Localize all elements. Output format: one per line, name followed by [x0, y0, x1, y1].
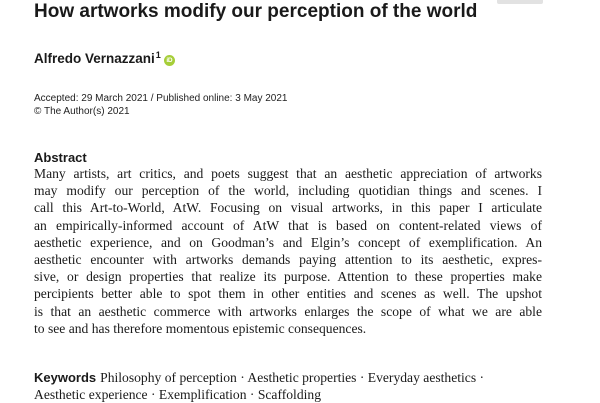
publication-dates: [34, 92, 574, 118]
author-line: [34, 46, 175, 68]
keywords-label: Keywords: [34, 370, 97, 385]
check-for-updates-badge[interactable]: [497, 0, 543, 4]
abstract-text: [34, 165, 542, 337]
keywords-list-part2: Aesthetic experience · Exemplification · Scaffolding: [34, 387, 321, 403]
abstract-line: aesthetic experience, and on Goodman’s and Elgin’s concept of exemplification. An: [34, 234, 542, 250]
article-title: How artworks modify our perception of the world: [34, 1, 478, 22]
affiliation-mark: 1: [155, 50, 161, 60]
accepted-published-date: Accepted: 29 March 2021 / Published online: 3 May 2021: [34, 93, 288, 104]
abstract-heading: Abstract: [34, 150, 87, 165]
keywords-list-part1: Philosophy of perception · Aesthetic properties · Everyday aesthetics ·: [100, 370, 485, 385]
abstract-line: to see and has therefore momentous epistemic consequences.: [34, 320, 367, 336]
abstract-line: may modify our perception of the world, including quotidian things and scenes. I: [34, 183, 542, 199]
abstract-line: Many artists, art critics, and poets suggest that an aesthetic appreciation of artworks: [34, 166, 542, 181]
copyright-notice: © The Author(s) 2021: [34, 106, 130, 117]
abstract-line: percipients better able to spot them in other entities and scenes as well. The upshot: [34, 286, 542, 302]
author-name[interactable]: Alfredo Vernazzani: [34, 51, 155, 66]
orcid-icon[interactable]: iD: [164, 55, 175, 66]
keywords-line: [34, 369, 574, 386]
abstract-line: call this Art-to-World, AtW. Focusing on visual artworks, in this paper I articulate: [34, 200, 542, 216]
abstract-line: sive, or design properties that realize its purpose. Attention to these properties make: [34, 269, 542, 285]
abstract-line: an empirically-informed account of AtW that is based on content-related views of: [34, 217, 542, 233]
abstract-line: is that an aesthetic commerce with artworks enlarges the scope of what we are able: [34, 303, 542, 319]
keywords-section: [34, 369, 574, 403]
abstract-line: aesthetic encounter with artworks demands paying attention to its aesthetic, expres-: [34, 252, 542, 268]
